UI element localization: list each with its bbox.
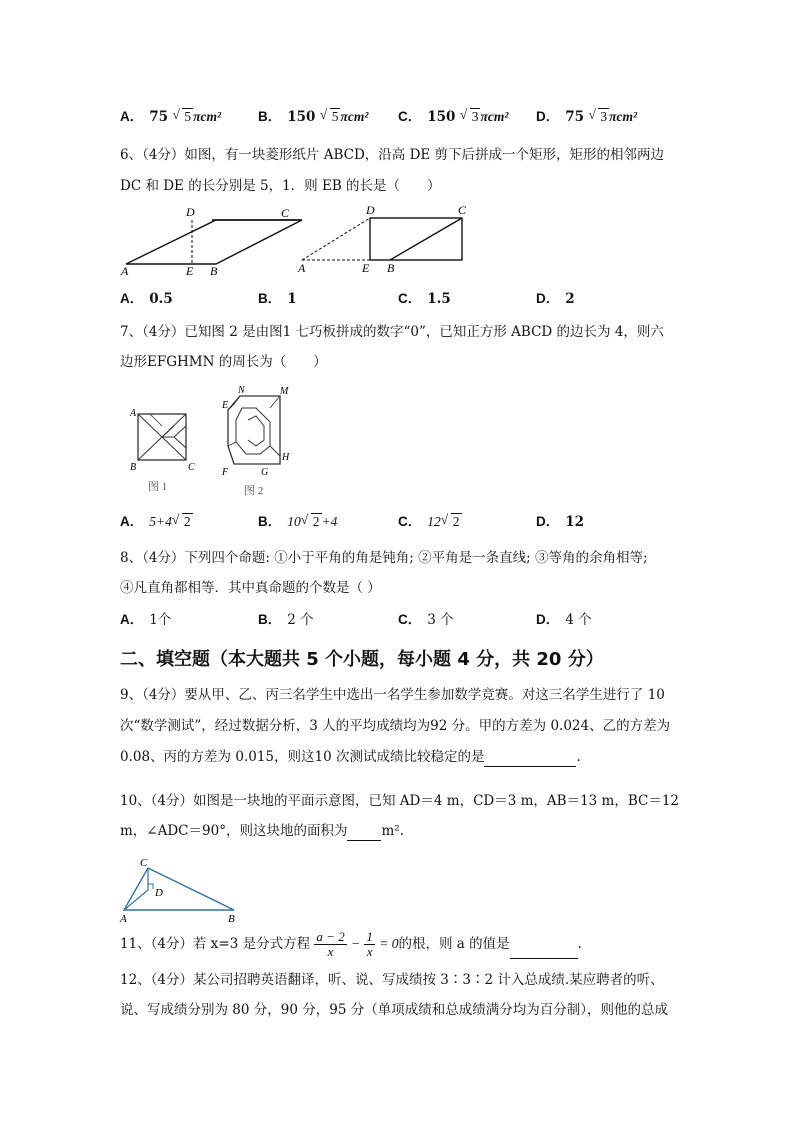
label-c: C: [458, 203, 467, 217]
q5-option-d[interactable]: D． 75 √ 3 πcm²: [536, 107, 638, 125]
triangle-abc: [124, 868, 234, 910]
label-a: A: [130, 408, 137, 419]
q6-option-a[interactable]: A． 0.5: [120, 291, 173, 307]
q7-option-b[interactable]: B． 10 √ 2 +4: [258, 512, 338, 529]
q11-text: 11、（4分）若 x=3 是分式方程 $\frac{a - 2}{x}$ − $\frac{1}{x}$ = 0的根，则 a 的值是 .: [120, 929, 582, 959]
q5-option-a[interactable]: A． 75 √ 5 πcm²: [120, 107, 222, 125]
q10-figure-triangle: [116, 856, 246, 926]
label-c: C: [188, 462, 195, 473]
fig2-caption: 图 2: [244, 485, 264, 497]
label-b: B: [210, 264, 218, 278]
q7-text-line2: 边形EFGHMN 的周长为（ ）: [120, 354, 327, 370]
q7-option-d[interactable]: D． 12: [536, 514, 585, 530]
figure1-square: [129, 408, 195, 473]
label-g: G: [261, 467, 269, 478]
label-d: D: [186, 205, 195, 219]
label-c: C: [281, 206, 290, 220]
q11-fraction-2: $\frac{1}{x}$: [366, 929, 373, 959]
q8-option-c[interactable]: C． 3 个: [398, 612, 454, 628]
fig1-caption: 图 1: [148, 481, 168, 493]
q6-option-b[interactable]: B． 1: [258, 291, 297, 307]
q5-option-b[interactable]: B． 150 √ 5 πcm²: [258, 107, 369, 125]
q9-text-line2: 次“数学测试”，经过数据分析，3 人的平均成绩均为92 分。甲的方差为 0.024、乙的方差为: [120, 718, 671, 734]
label-e: E: [186, 264, 194, 278]
label-f: F: [222, 467, 229, 478]
q8-text-line1: 8、（4分）下列四个命题: ①小于平角的角是钝角; ②平角是一条直线; ③等角的余角相等;: [120, 550, 648, 566]
diagonal-bc: [390, 218, 462, 260]
q11-answer-blank[interactable]: [510, 943, 578, 959]
q10-text-line1: 10、（4分）如图是一块地的平面示意图，已知 AD＝4 m，CD＝3 m，AB＝13 m，BC＝12: [120, 793, 680, 809]
label-m: M: [280, 386, 289, 397]
label-d: D: [366, 203, 375, 217]
label-e: E: [362, 261, 370, 275]
q8-text-line2: ④凡直角都相等．其中真命题的个数是（ ）: [120, 580, 381, 596]
right-angle-mark: [148, 884, 153, 889]
q5-option-c[interactable]: C． 150 √ 3 πcm²: [398, 107, 509, 125]
label-h: H: [282, 452, 290, 463]
q9-text-line3: 0.08、丙的方差为 0.015，则这10 次测试成绩比较稳定的是 .: [120, 749, 581, 765]
q10-text-line2: m，∠ADC＝90°，则这块地的面积为 m².: [120, 823, 404, 839]
section-title-fill-in: 二、填空题（本大题共 5 个小题，每小题 4 分，共 20 分）: [120, 649, 604, 670]
cut-triangle-ad: [302, 218, 370, 260]
label-a: A: [298, 261, 306, 275]
label-c: C: [140, 857, 148, 869]
label-e: E: [222, 400, 229, 411]
rhombus-abcd: [126, 220, 302, 264]
q6-text-line2: DC 和 DE 的长分别是 5，1．则 EB 的长是（ ）: [120, 178, 441, 194]
q7-text-line1: 7、（4分）已知图 2 是由图1 七巧板拼成的数字“0”，已知正方形 ABCD 的边长为 4，则六: [120, 324, 664, 340]
q6-option-c[interactable]: C． 1.5: [398, 291, 451, 307]
q9-text-line1: 9、（4分）要从甲、乙、丙三名学生中选出一名学生参加数学竞赛。对这三名学生进行了 10: [120, 687, 665, 703]
label-b: B: [130, 462, 137, 473]
q12-text-line1: 12、（4分）某公司招聘英语翻译，听、说、写成绩按 3∶3∶2 计入总成绩.某应聘者的听、: [120, 972, 664, 988]
label-b: B: [228, 913, 235, 925]
rectangle: [370, 218, 462, 260]
q8-option-d[interactable]: D． 4 个: [536, 612, 592, 628]
q9-answer-blank[interactable]: [484, 751, 576, 767]
q8-option-b[interactable]: B． 2 个: [258, 612, 314, 628]
label-a: A: [121, 264, 129, 278]
label-d: D: [155, 887, 163, 899]
label-b: B: [387, 261, 395, 275]
figure2-digit-zero: [221, 385, 290, 478]
q7-figure-tangram: [124, 380, 304, 502]
q7-option-c[interactable]: C． 12 √ 2: [398, 512, 460, 529]
q6-figure-rhombus: [118, 202, 308, 278]
q12-text-line2: 说、写成绩分别为 80 分，90 分，95 分（单项成绩和总成绩满分均为百分制），则他的总成: [120, 1002, 668, 1018]
label-a: A: [120, 913, 127, 925]
q6-text-line1: 6、（4分）如图，有一块菱形纸片 ABCD，沿高 DE 剪下后拼成一个矩形，矩形的相邻两边: [120, 147, 665, 163]
q11-fraction-1: $\frac{a - 2}{x}$: [316, 929, 345, 959]
q10-answer-blank[interactable]: [347, 825, 381, 841]
q6-option-d[interactable]: D． 2: [536, 291, 575, 307]
q6-figure-rectangle: [296, 200, 476, 280]
q8-option-a[interactable]: A． 1个: [120, 612, 172, 628]
q7-option-a[interactable]: A． 5+4 √ 2: [120, 512, 191, 529]
label-n: N: [238, 385, 245, 396]
